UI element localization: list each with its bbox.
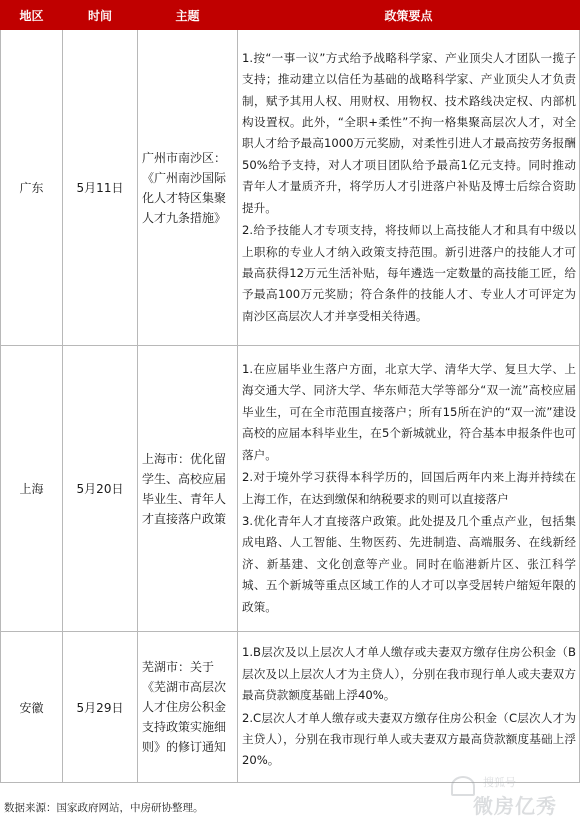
table-row [1,346,580,632]
policy-point: 2.C层次人才单人缴存或夫妻双方缴存住房公积金（C层次人才为主贷人），分别在我市现行单人或夫妻双方最高贷款额度基础上浮20%。 [242,710,576,768]
topic-cell: 广州市南沙区：《广州南沙国际化人才特区集聚人才九条措施》 [138,30,238,346]
policy-point: 1.按“一事一议”方式给予战略科学家、产业顶尖人才团队一揽子支持；推动建立以信任为基础的战略科学家、产业顶尖人才负责制，赋予其用人权、用财权、用物权、技术路线决定权、内部机构设置权。此外，“全职+柔性”不拘一格集聚高层次人才，对全职人才给予最高1000万元奖励，对柔性引进人才最高按劳务报酬50%给予支持，对人才项目团队给予最高1亿元支持。同时推动青年人才量质齐升，将学历人才引进落户补贴及博士后综合资助提升。 [242,50,576,215]
policy-point: 2.对于境外学习获得本科学历的，回国后两年内来上海并持续在上海工作，在达到缴保和纳税要求的则可以直接落户 [242,470,576,506]
policy-points-cell [238,30,580,346]
policy-point: 2.给予技能人才专项支持，将技师以上高技能人才和具有中级以上职称的专业人才纳入政策支持范围。新引进落户的技能人才可最高获得12万元生活补贴，每年遴选一定数量的高技能工匠，给予最高100万元奖励；符合条件的技能人才、专业人才可评定为南沙区高层次人才并享受相关待遇。 [242,223,576,323]
topic-cell: 芜湖市：关于《芜湖市高层次人才住房公积金支持政策实施细则》的修订通知 [138,632,238,783]
policy-point: 3.优化青年人才直接落户政策。此处提及几个重点产业，包括集成电路、人工智能、生物医药、先进制造、高端服务、在线新经济、新基建、文化创意等产业。同时在临港新片区、张江科学城、五个新城等重点区域工作的人才可以享受居转户缩短年限的政策。 [242,513,576,614]
date-cell: 5月20日 [63,346,138,632]
date-cell: 5月29日 [63,632,138,783]
table-row [1,632,580,783]
policy-points-cell [238,632,580,783]
topic-cell: 上海市：优化留学生、高校应届毕业生、青年人才直接落户政策 [138,346,238,632]
header-topic: 主题 [138,1,238,30]
policy-point: 1.B层次及以上层次人才单人缴存或夫妻双方缴存住房公积金（B层次及以上层次人才为主贷人），分别在我市现行单人或夫妻双方最高贷款额度基础上浮40%。 [242,645,576,703]
watermark-small-text: 搜狐号 [483,776,516,789]
header-policy-points: 政策要点 [238,1,580,30]
header-date: 时间 [63,1,138,30]
policy-points-cell [238,346,580,632]
policy-point: 1.在应届毕业生落户方面，北京大学、清华大学、复旦大学、上海交通大学、同济大学、华东师范大学等部分“双一流”高校应届毕业生，可在全市范围直接落户；所有15所在沪的“双一流”建设高校的应届本科毕业生，在5个新城就业，符合基本申报条件也可落户。 [242,362,576,462]
table-row [1,30,580,346]
data-source-note: 数据来源：国家政府网站，中房研协整理。 [4,802,204,814]
date-cell: 5月11日 [63,30,138,346]
region-cell: 安徽 [1,632,63,783]
table-header-row [1,1,580,30]
watermark-text: 微房亿秀 [473,794,557,818]
region-cell: 上海 [1,346,63,632]
header-region: 地区 [1,1,63,30]
region-cell: 广东 [1,30,63,346]
